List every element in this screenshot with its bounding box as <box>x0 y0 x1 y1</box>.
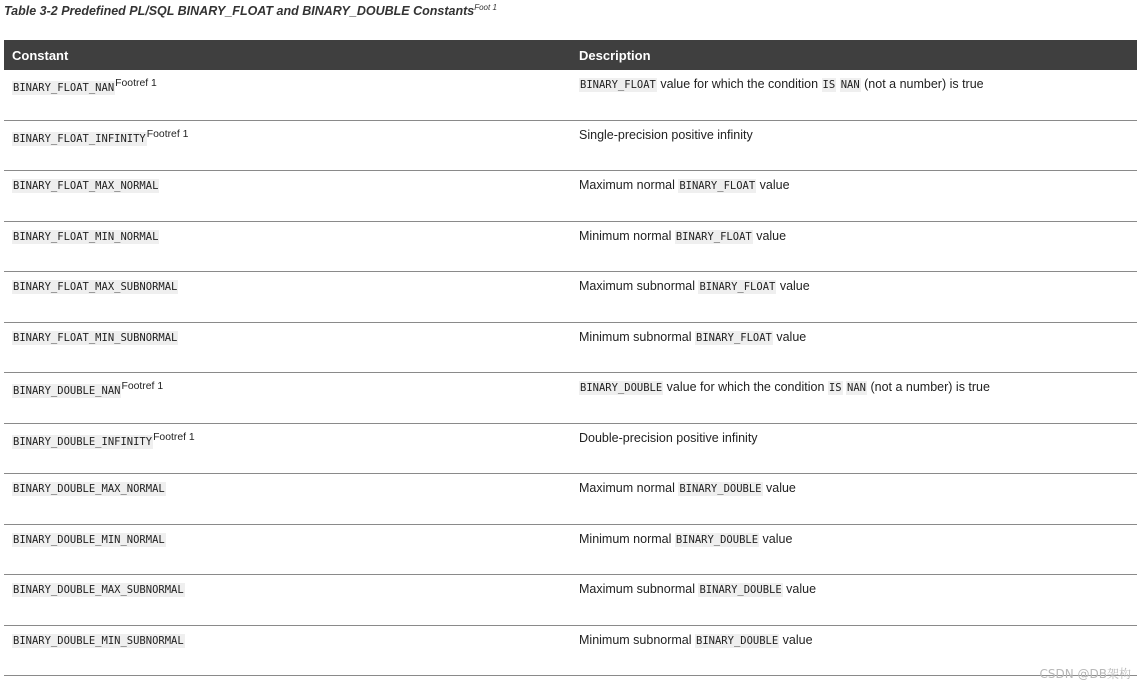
description-cell <box>571 373 1137 423</box>
header-description: Description <box>579 47 651 63</box>
description-code: BINARY_FLOAT <box>679 180 756 192</box>
constant-name: BINARY_FLOAT_MIN_SUBNORMAL <box>13 331 178 344</box>
constant-name: BINARY_DOUBLE_NAN <box>13 385 121 398</box>
table-row <box>4 373 1137 424</box>
constant-cell <box>4 575 571 625</box>
table-row <box>4 272 1137 323</box>
constant-cell <box>4 272 571 322</box>
table-row <box>4 222 1137 273</box>
description-text: value <box>752 228 787 243</box>
footnote-ref-link[interactable]: Footref 1 <box>121 381 164 392</box>
description-text: Maximum subnormal <box>579 582 699 596</box>
table-row <box>4 424 1137 475</box>
constant-cell <box>4 424 571 474</box>
constant-name: BINARY_FLOAT_INFINITY <box>13 132 146 145</box>
description-text: Minimum subnormal <box>579 632 696 647</box>
table-row <box>4 171 1137 222</box>
description-text: (not a number) is true <box>860 77 984 91</box>
description-code: NAN <box>847 382 866 394</box>
constant-cell <box>4 323 571 373</box>
description-cell <box>571 424 1137 474</box>
description-text: value <box>762 481 796 495</box>
constant-name: BINARY_DOUBLE_MIN_NORMAL <box>13 533 165 546</box>
description-text: value <box>759 531 793 546</box>
caption-footnote-link[interactable]: Foot 1 <box>474 3 497 12</box>
description-text: Minimum normal <box>579 531 675 546</box>
constant-cell <box>4 373 571 423</box>
table-header <box>4 40 1137 70</box>
constant-cell <box>4 474 571 524</box>
description-text: Maximum normal <box>579 178 679 192</box>
description-code: BINARY_FLOAT <box>580 79 656 91</box>
description-code: IS <box>822 79 836 91</box>
description-text: (not a number) is true <box>866 380 990 394</box>
description-text: value <box>779 632 813 647</box>
description-text: value <box>772 329 807 344</box>
constant-name: BINARY_FLOAT_MIN_NORMAL <box>13 230 159 243</box>
description-code: BINARY_DOUBLE <box>580 382 663 394</box>
table-row <box>4 474 1137 525</box>
description-code: NAN <box>840 79 860 91</box>
description-cell <box>571 323 1137 373</box>
description-text: value <box>782 582 817 596</box>
footnote-ref-link[interactable]: Footref 1 <box>115 78 157 89</box>
description-code: BINARY_DOUBLE <box>675 533 759 546</box>
constant-cell <box>4 121 571 171</box>
description-text: Maximum subnormal <box>579 279 699 293</box>
description-cell <box>571 575 1137 625</box>
description-cell <box>571 525 1137 575</box>
constant-cell <box>4 222 571 272</box>
description-cell <box>571 70 1137 120</box>
table-caption <box>4 3 497 18</box>
constant-name: BINARY_DOUBLE_MIN_SUBNORMAL <box>13 634 184 647</box>
description-text: Double-precision positive infinity <box>579 430 758 445</box>
description-text: value for which the condition <box>663 380 828 394</box>
constant-name: BINARY_FLOAT_NAN <box>13 82 115 95</box>
constant-name: BINARY_DOUBLE_MAX_NORMAL <box>13 483 165 495</box>
table-row <box>4 121 1137 172</box>
description-text: value <box>756 178 790 192</box>
description-cell <box>571 222 1137 272</box>
constant-name: BINARY_FLOAT_MAX_SUBNORMAL <box>13 281 178 293</box>
table-row <box>4 626 1137 677</box>
table-row <box>4 323 1137 374</box>
constant-name: BINARY_DOUBLE_MAX_SUBNORMAL <box>13 584 184 596</box>
description-cell <box>571 171 1137 221</box>
table-row <box>4 575 1137 626</box>
description-code: BINARY_FLOAT <box>699 281 776 293</box>
description-text: Minimum normal <box>579 228 675 243</box>
constants-table <box>4 40 1137 676</box>
description-cell <box>571 121 1137 171</box>
description-code: BINARY_DOUBLE <box>679 483 762 495</box>
description-text: Maximum normal <box>579 481 679 495</box>
constant-cell <box>4 171 571 221</box>
caption-text: Table 3-2 Predefined PL/SQL BINARY_FLOAT and BINARY_DOUBLE Constants <box>4 4 475 19</box>
header-constant: Constant <box>12 47 69 63</box>
description-code: IS <box>828 382 842 394</box>
constant-cell <box>4 70 571 120</box>
description-code: BINARY_FLOAT <box>696 331 772 344</box>
description-text: Single-precision positive infinity <box>579 127 753 142</box>
description-code: BINARY_DOUBLE <box>699 584 782 596</box>
description-cell <box>571 272 1137 322</box>
constant-cell <box>4 525 571 575</box>
watermark: CSDN @DB架构 <box>1039 667 1131 681</box>
constant-name: BINARY_DOUBLE_INFINITY <box>13 435 153 448</box>
footnote-ref-link[interactable]: Footref 1 <box>146 128 189 140</box>
constant-name: BINARY_FLOAT_MAX_NORMAL <box>13 180 159 192</box>
footnote-ref-link[interactable]: Footref 1 <box>153 431 195 443</box>
table-row <box>4 525 1137 576</box>
description-code: BINARY_FLOAT <box>675 230 752 243</box>
description-cell <box>571 474 1137 524</box>
constant-cell <box>4 626 571 676</box>
table-body <box>4 70 1137 676</box>
description-text: value <box>776 279 810 293</box>
description-code: BINARY_DOUBLE <box>696 634 779 647</box>
description-text: Minimum subnormal <box>579 329 696 344</box>
description-text: value for which the condition <box>656 77 822 91</box>
table-row <box>4 70 1137 121</box>
